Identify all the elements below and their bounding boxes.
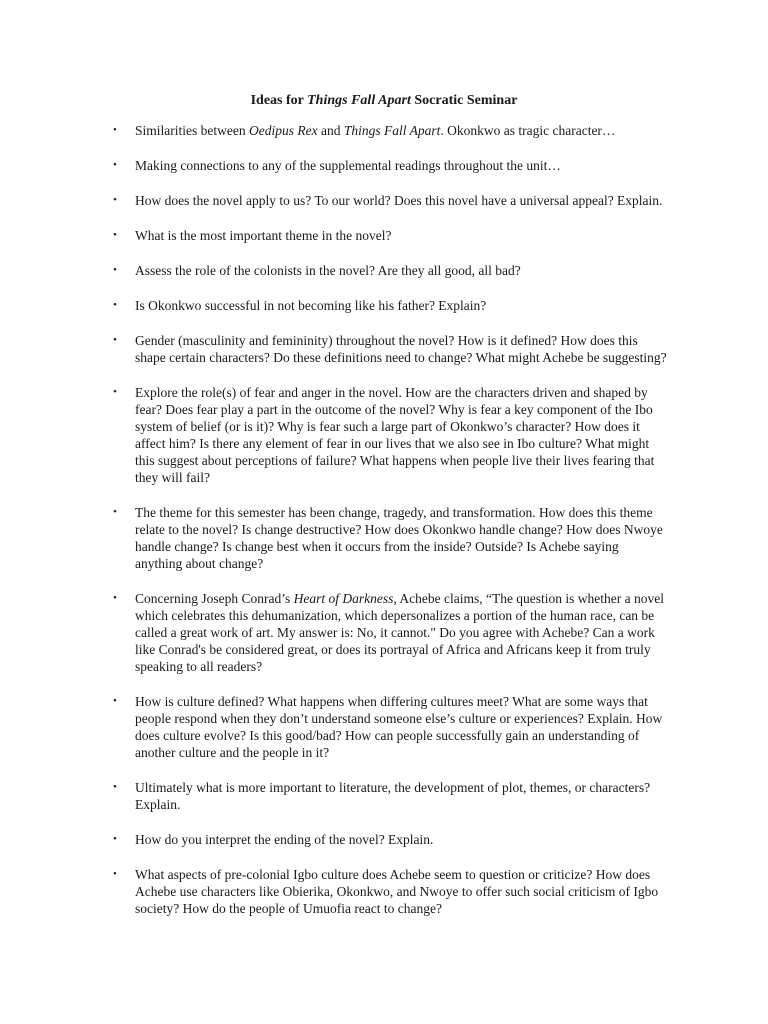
list-item xyxy=(0,384,668,486)
list-item xyxy=(0,831,668,848)
title-book: Things Fall Apart xyxy=(307,93,411,108)
item-text: Gender (masculinity and femininity) throughout the novel? How is it defined? How does this shape certain characters? Do these definitions need to change? What might Achebe be suggesting? xyxy=(135,333,667,365)
item-text: Is Okonkwo successful in not becoming like his father? Explain? xyxy=(135,298,487,313)
item-text: Similarities between xyxy=(135,123,249,138)
list-item xyxy=(0,262,668,279)
list-item xyxy=(0,332,668,366)
item-text: What is the most important theme in the novel? xyxy=(135,228,392,243)
item-italic: Heart of Darkness xyxy=(293,591,394,606)
item-text: . Okonkwo as tragic character… xyxy=(440,123,616,138)
list-item xyxy=(0,866,668,917)
bullet-icon: • xyxy=(113,194,117,206)
item-text: How do you interpret the ending of the novel? Explain. xyxy=(135,832,434,847)
item-text: What aspects of pre-colonial Igbo culture does Achebe seem to question or criticize? How does Achebe use characters like Obierika, Okonkwo, and Nwoye to offer such social criticism of Igbo society? How do the people of Umuofia react to change? xyxy=(135,867,659,916)
item-text: The theme for this semester has been change, tragedy, and transformation. How does this theme relate to the novel? Is change destructive? How does Okonkwo handle change? How does Nwoye handle change? Is change best when it occurs from the inside? Outside? Is Achebe saying anything about change? xyxy=(135,505,663,571)
bullet-icon: • xyxy=(113,264,117,276)
item-text: , Achebe claims, “The question is whether a novel which celebrates this dehumanization, which depersonalizes a portion of the human race, can be called a great work of art. My answer is: No, it cannot." Do you agree with Achebe? Can a work like Conrad's be considered great, or does its portrayal of Africa and Africans keep it from truly speaking to all readers? xyxy=(135,591,665,674)
item-italic: Oedipus Rex xyxy=(248,123,318,138)
item-text: and xyxy=(317,123,344,138)
list-item xyxy=(0,157,668,174)
title-suffix: Socratic Seminar xyxy=(410,93,518,108)
bullet-icon: • xyxy=(113,592,117,604)
item-text: How is culture defined? What happens when differing cultures meet? What are some ways that people respond when they don’t understand someone else’s culture or experiences? Explain. How does culture evolve? Is this good/bad? How can people successfully gain an understanding of another culture and the people in it? xyxy=(135,694,663,760)
list-item xyxy=(0,192,668,209)
item-text: Concerning Joseph Conrad’s xyxy=(135,591,294,606)
item-text: Assess the role of the colonists in the novel? Are they all good, all bad? xyxy=(135,263,521,278)
list-item xyxy=(0,779,668,813)
item-text: Making connections to any of the supplemental readings throughout the unit… xyxy=(135,158,561,173)
bullet-icon: • xyxy=(113,781,117,793)
item-italic: Things Fall Apart xyxy=(343,123,441,138)
title-prefix: Ideas for xyxy=(250,93,308,108)
bullet-icon: • xyxy=(113,833,117,845)
idea-list xyxy=(0,122,768,935)
bullet-icon: • xyxy=(113,868,117,880)
bullet-icon: • xyxy=(113,334,117,346)
item-text: Explore the role(s) of fear and anger in the novel. How are the characters driven and shaped by fear? Does fear play a part in the outcome of the novel? Why is fear a key component of the Ibo system of belief (or is it)? Why is fear such a large part of Okonkwo’s character? How does it affect him? Is there any element of fear in our lives that we also see in Ibo culture? What might this suggest about perceptions of failure? What happens when people live their lives fearing that they will fail? xyxy=(135,385,655,485)
list-item xyxy=(0,297,668,314)
item-text: How does the novel apply to us? To our world? Does this novel have a universal appeal? Explain. xyxy=(135,193,663,208)
bullet-icon: • xyxy=(113,386,117,398)
list-item xyxy=(0,693,668,761)
page-title xyxy=(0,92,768,110)
bullet-icon: • xyxy=(113,695,117,707)
bullet-icon: • xyxy=(113,159,117,171)
bullet-icon: • xyxy=(113,299,117,311)
list-item xyxy=(0,504,668,572)
list-item xyxy=(0,590,668,675)
list-item xyxy=(0,122,668,139)
bullet-icon: • xyxy=(113,506,117,518)
item-text: Ultimately what is more important to literature, the development of plot, themes, or characters? Explain. xyxy=(135,780,651,812)
bullet-icon: • xyxy=(113,229,117,241)
list-item xyxy=(0,227,668,244)
bullet-icon: • xyxy=(113,124,117,136)
